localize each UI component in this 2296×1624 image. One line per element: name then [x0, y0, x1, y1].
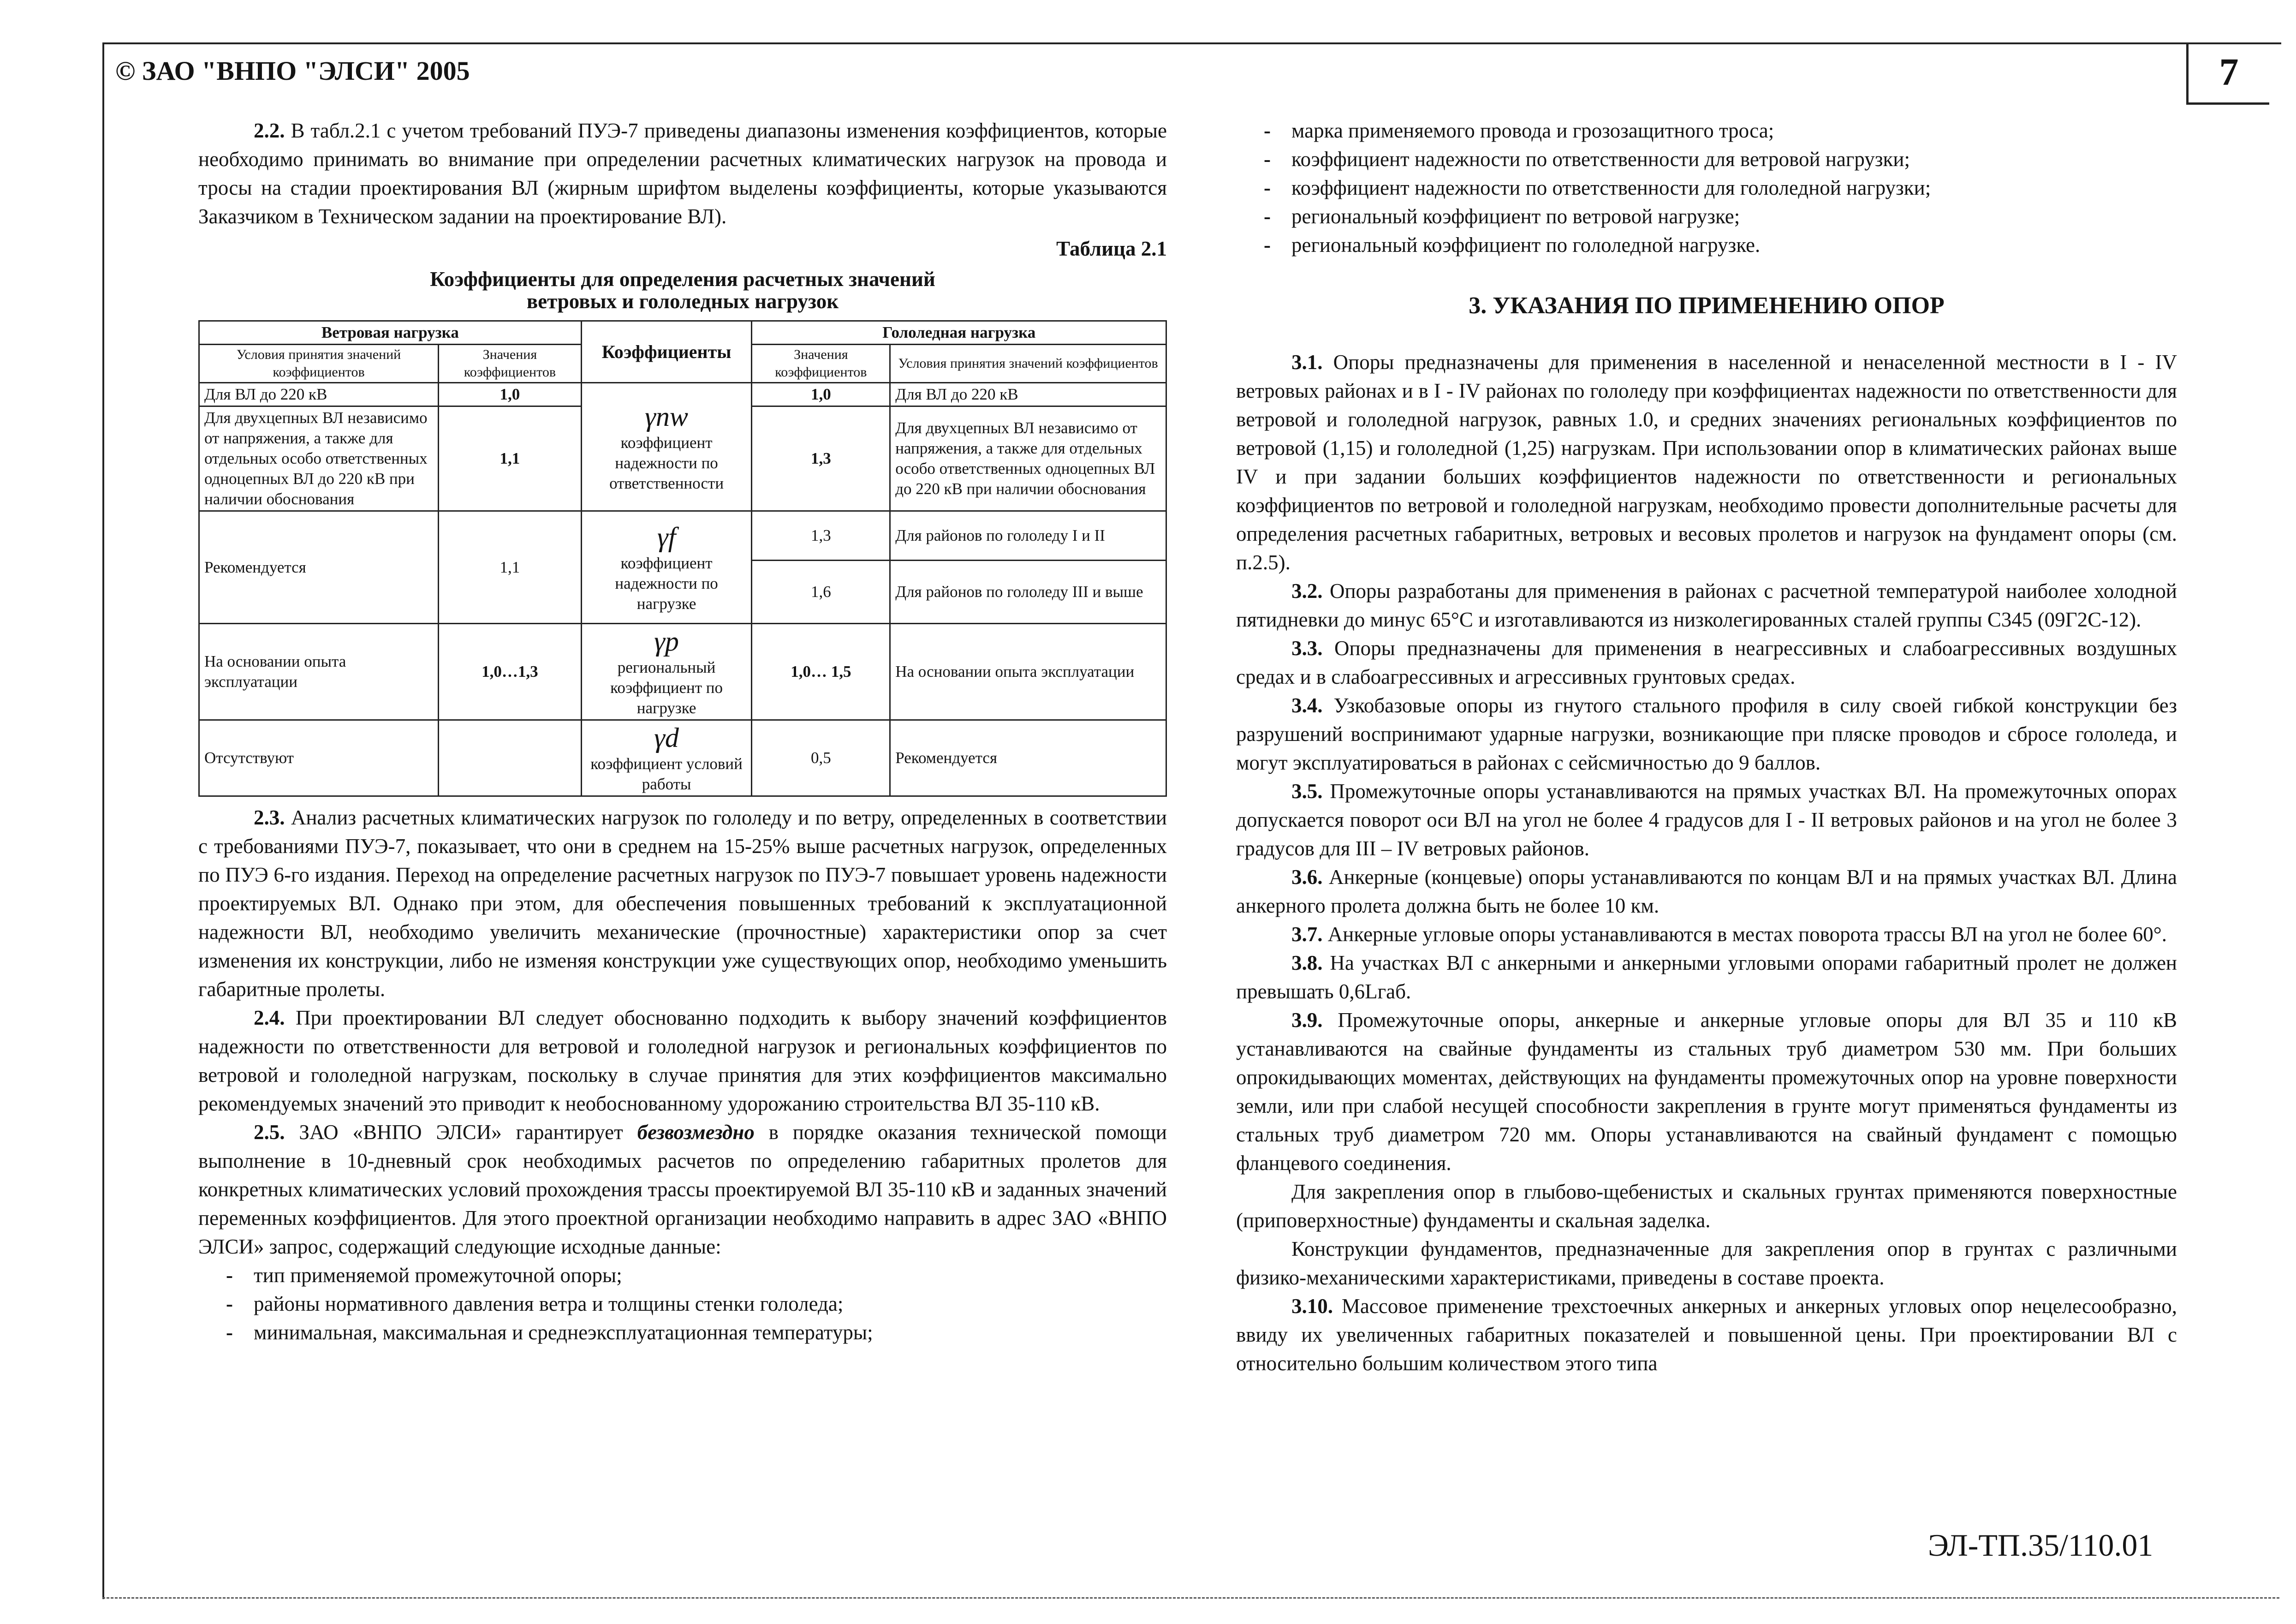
coefficient-description: коэффициент надежности по нагрузке — [615, 554, 718, 613]
para-num: 3.4. — [1291, 694, 1323, 717]
coefficient-description: коэффициент условий работы — [590, 755, 743, 793]
cell-wind-value: 1,1 — [439, 511, 582, 624]
cell-coefficient-gp — [581, 624, 752, 720]
para-num: 3.7. — [1291, 923, 1323, 946]
list-item: - региональный коэффициент по гололедной нагрузке. — [1236, 231, 2177, 259]
cell-wind-value: 1,0 — [439, 383, 582, 406]
paragraph-3-4 — [1236, 691, 2177, 777]
para-num: 3.3. — [1291, 637, 1323, 660]
cell-coefficient-gnw — [581, 383, 752, 511]
table-title-line-1: Коэффициенты для определения расчетных значений — [430, 268, 935, 291]
coefficient-description: региональный коэффициент по нагрузке — [610, 658, 723, 717]
paragraph-3-9-rock: Для закрепления опор в глыбово-щебенистых и скальных грунтах применяются поверхностные (приповерхностные) фундаменты и скальная заделка. — [1236, 1180, 2177, 1232]
cell-ice-condition: Для двухцепных ВЛ независимо от напряжения, а также для отдельных особо ответственных одноцепных ВЛ до 220 кВ при наличии обоснования — [890, 406, 1166, 511]
emphasis-free: безвозмездно — [637, 1121, 755, 1144]
para-text: Промежуточные опоры устанавливаются на прямых участках ВЛ. На промежуточных опорах допускается поворот оси ВЛ на угол не более 4 градусов для I - II ветровых районов и на угол не более 3 градусов для III – IV ветровых районов. — [1236, 780, 2177, 860]
right-column — [1236, 116, 2177, 1378]
header-coefficients: Коэффициенты — [581, 321, 752, 383]
list-item: - марка применяемого провода и грозозащитного троса; — [1236, 116, 2177, 145]
para-text: Анкерные (концевые) опоры устанавливаются по концам ВЛ и на прямых участках ВЛ. Длина анкерного пролета должна быть не более 10 км. — [1236, 866, 2177, 917]
cell-wind-value: 1,1 — [439, 406, 582, 511]
para-num: 3.5. — [1291, 780, 1323, 803]
header-values-wind: Значения коэффициентов — [439, 345, 582, 383]
cell-wind-condition: Для ВЛ до 220 кВ — [199, 383, 439, 406]
header-values-ice: Значения коэффициентов — [752, 345, 890, 383]
left-column — [198, 116, 1167, 1347]
table-caption: Таблица 2.1 — [1056, 237, 1167, 260]
cell-wind-condition: На основании опыта эксплуатации — [199, 624, 439, 720]
paragraph-3-7 — [1236, 920, 2177, 949]
cell-ice-condition: Для районов по гололеду III и выше — [890, 561, 1166, 624]
list-item: - коэффициент надежности по ответственности для гололедной нагрузки; — [1236, 173, 2177, 202]
bottom-border — [102, 1597, 2279, 1599]
cell-ice-condition: Для ВЛ до 220 кВ — [890, 383, 1166, 406]
cell-ice-value: 1,6 — [752, 561, 890, 624]
cell-ice-value: 1,0… 1,5 — [752, 624, 890, 720]
para-text: Промежуточные опоры, анкерные и анкерные угловые опоры для ВЛ 35 и 110 кВ устанавливаются на свайные фундаменты из стальных труб диаметром 530 мм. При больших опрокидывающих моментах, действующих на фундаменты промежуточных опор на уровне поверхности земли, или при слабой несущей способности закрепления в грунте могут применяться фундаменты из стальных труб диаметром 720 мм. Опоры устанавливаются на свайный фундамент с помощью фланцевого соединения. — [1236, 1009, 2177, 1175]
cell-wind-condition: Для двухцепных ВЛ независимо от напряжения, а также для отдельных особо ответственных одноцепных ВЛ до 220 кВ при наличии обоснования — [199, 406, 439, 511]
para-num: 2.5. — [254, 1121, 285, 1144]
input-data-list — [198, 1261, 1167, 1347]
coefficient-description: коэффициент надежности по ответственности — [609, 433, 724, 492]
cell-wind-value: 1,0…1,3 — [439, 624, 582, 720]
para-text: ЗАО «ВНПО ЭЛСИ» гарантирует — [299, 1121, 637, 1144]
para-num: 2.2. — [254, 119, 285, 142]
para-num: 3.2. — [1291, 579, 1323, 603]
header-wind-load: Ветровая нагрузка — [199, 321, 582, 345]
para-num: 3.8. — [1291, 951, 1323, 974]
page-number: 7 — [2186, 42, 2269, 105]
para-num: 2.4. — [254, 1006, 285, 1029]
para-text: в порядке оказания технической помощи выполнение в 10-дневный срок необходимых расчетов по определению габаритных пролетов для конкретных климатических условий прохождения трассы проектируемой ВЛ 35-110 кВ и заданных значений переменных коэффициентов. Для этого проектной организации необходимо направить в адрес ЗАО «ВНПО ЭЛСИ» запрос, содержащий следующие исходные данные: — [198, 1121, 1167, 1258]
para-text: На участках ВЛ с анкерными и анкерными угловыми опорами габаритный пролет не должен превышать 0,6Lгаб. — [1236, 951, 2177, 1003]
paragraph-3-2 — [1236, 577, 2177, 634]
para-text: В табл.2.1 с учетом требований ПУЭ-7 приведены диапазоны изменения коэффициентов, которые необходимо принимать во внимание при определении расчетных климатических нагрузок на провода и тросы на стадии проектирования ВЛ (жирным шрифтом выделены коэффициенты, которые указываются Заказчиком в Техническом задании на проектирование ВЛ). — [198, 119, 1167, 228]
paragraph-2-5 — [198, 1118, 1167, 1261]
list-item: - минимальная, максимальная и среднеэксплуатационная температуры; — [198, 1318, 1167, 1347]
list-item: - тип применяемой промежуточной опоры; — [198, 1261, 1167, 1290]
symbol-gamma-d: γd — [654, 722, 679, 753]
cell-wind-condition: Отсутствуют — [199, 720, 439, 796]
para-text: Анализ расчетных климатических нагрузок по гололеду и по ветру, определенных в соответствии с требованиями ПУЭ-7, показывает, что они в среднем на 15-25% выше расчетных нагрузок, определенных по ПУЭ 6-го издания. Переход на определение расчетных нагрузок по ПУЭ-7 повышает уровень надежности проектируемых ВЛ. Однако при этом, для обеспечения повышенных требований к эксплуатационной надежности ВЛ, необходимо увеличить механические (прочностные) характеристики опор за счет изменения их конструкции, либо не изменяя конструкции уже существующих опор, необходимо уменьшить габаритные пролеты. — [198, 806, 1167, 1001]
paragraph-3-8 — [1236, 949, 2177, 1006]
cell-ice-condition: Рекомендуется — [890, 720, 1166, 796]
paragraph-2-3 — [198, 803, 1167, 1003]
cell-coefficient-gf — [581, 511, 752, 624]
para-text: Анкерные угловые опоры устанавливаются в местах поворота трассы ВЛ на угол не более 60°. — [1327, 923, 2167, 946]
cell-ice-value: 1,0 — [752, 383, 890, 406]
cell-ice-value: 0,5 — [752, 720, 890, 796]
paragraph-3-1 — [1236, 348, 2177, 577]
document-id: ЭЛ-ТП.35/110.01 — [1928, 1528, 2153, 1563]
header-ice-load: Гололедная нагрузка — [752, 321, 1166, 345]
list-item: - региональный коэффициент по ветровой нагрузке; — [1236, 202, 2177, 231]
input-data-list-continued — [1236, 116, 2177, 259]
paragraph-3-10 — [1236, 1292, 2177, 1378]
cell-ice-value: 1,3 — [752, 511, 890, 561]
paragraph-2-2 — [198, 116, 1167, 231]
para-num: 2.3. — [254, 806, 285, 829]
cell-ice-condition: На основании опыта эксплуатации — [890, 624, 1166, 720]
copyright-header: © ЗАО "ВНПО "ЭЛСИ" 2005 — [115, 56, 470, 86]
para-num: 3.10. — [1291, 1295, 1333, 1318]
header-conditions-ice: Условия принятия значений коэффициентов — [890, 345, 1166, 383]
list-item: - районы нормативного давления ветра и толщины стенки гололеда; — [198, 1290, 1167, 1318]
table-title-line-2: ветровых и гололедных нагрузок — [526, 290, 839, 313]
cell-wind-condition: Рекомендуется — [199, 511, 439, 624]
para-text: Узкобазовые опоры из гнутого стального профиля в силу своей гибкой конструкции без разрушений воспринимают ударные нагрузки, возникающие при пляске проводов и сбросе гололеда, и могут эксплуатироваться в районах с сейсмичностью до 9 баллов. — [1236, 694, 2177, 774]
symbol-gamma-nw: γnw — [645, 401, 688, 432]
para-num: 3.9. — [1291, 1009, 1323, 1032]
para-text: Опоры предназначены для применения в неагрессивных и слабоагрессивных воздушных средах и в слабоагрессивных и агрессивных грунтовых средах. — [1236, 637, 2177, 688]
para-text: При проектировании ВЛ следует обоснованно подходить к выбору значений коэффициентов надежности по ответственности для ветровой и гололедной нагрузок и региональных коэффициентов по ветровой и гололедной нагрузкам, поскольку в случае принятия для этих коэффициентов максимально рекомендуемых значений это приводит к необоснованному удорожанию строительства ВЛ 35-110 кВ. — [198, 1006, 1167, 1115]
coefficients-table — [198, 320, 1167, 797]
paragraph-3-9-foundations: Конструкции фундаментов, предназначенные для закрепления опор в грунтах с различными физико-механическими характеристиками, приведены в составе проекта. — [1236, 1237, 2177, 1289]
para-num: 3.1. — [1291, 351, 1323, 374]
paragraph-3-6 — [1236, 863, 2177, 920]
header-conditions-wind: Условия принятия значений коэффициентов — [199, 345, 439, 383]
para-text: Массовое применение трехстоечных анкерных и анкерных угловых опор нецелесообразно, ввиду их увеличенных габаритных показателей и повышенной цены. При проектировании ВЛ с относительно большим количеством этого типа — [1236, 1295, 2177, 1375]
cell-ice-value: 1,3 — [752, 406, 890, 511]
para-text: Опоры предназначены для применения в населенной и ненаселенной местности в I - IV ветровых районах и в I - IV районах по гололеду при коэффициентах надежности по ответственности для ветровой и гололедной нагрузок, равных 1.0, и средних значениях региональных коэффициентов по ветровой (1,15) и гололедной (1,25) нагрузкам. При использовании опор в климатических районах выше IV и при задании больших коэффициентов надежности по ответственности и региональных коэффициентов по ветровой и гололедной нагрузкам, необходимо провести дополнительные расчеты для определения расчетных габаритных, ветровых и весовых пролетов и нагрузок на фундамент опоры (см. п.2.5). — [1236, 351, 2177, 574]
cell-wind-value — [439, 720, 582, 796]
paragraph-3-9 — [1236, 1006, 2177, 1177]
cell-ice-condition: Для районов по гололеду I и II — [890, 511, 1166, 561]
para-text: Опоры разработаны для применения в районах с расчетной температурой наиболее холодной пятидневки до минус 65°С и изготавливаются из низколегированных сталей группы С345 (09Г2С-12). — [1236, 579, 2177, 631]
symbol-gamma-p: γp — [654, 626, 679, 657]
symbol-gamma-f: γf — [657, 521, 676, 552]
paragraph-2-4 — [198, 1003, 1167, 1118]
para-num: 3.6. — [1291, 866, 1323, 889]
list-item: - коэффициент надежности по ответственности для ветровой нагрузки; — [1236, 145, 2177, 173]
paragraph-3-3 — [1236, 634, 2177, 691]
section-title: 3. УКАЗАНИЯ ПО ПРИМЕНЕНИЮ ОПОР — [1469, 293, 1945, 319]
cell-coefficient-gd — [581, 720, 752, 796]
paragraph-3-5 — [1236, 777, 2177, 863]
